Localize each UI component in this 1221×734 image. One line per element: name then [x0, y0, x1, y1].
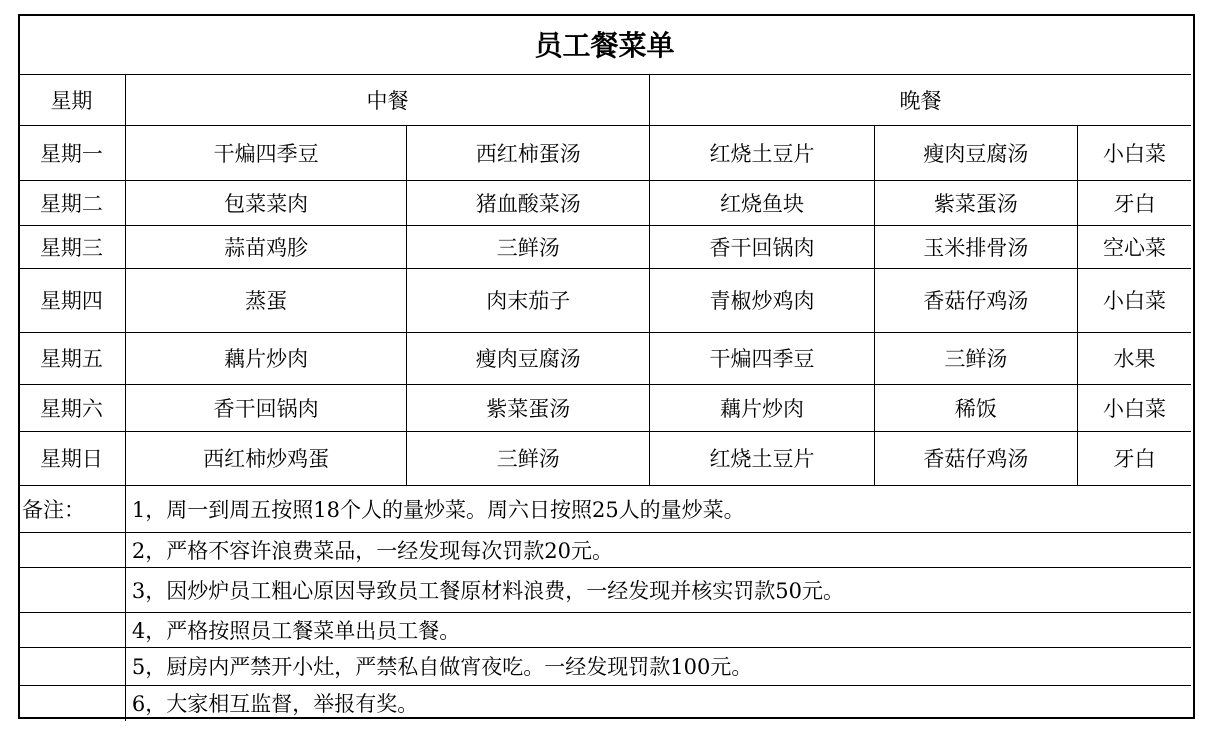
weekday-cell: 星期二 [18, 180, 125, 225]
lunch-dish-cell: 干煸四季豆 [125, 125, 407, 180]
note-item: 5，厨房内严禁开小灶，严禁私自做宵夜吃。一经发现罚款100元。 [125, 647, 1191, 685]
lunch-dish-cell: 香干回锅肉 [125, 384, 407, 431]
dinner-soup-cell: 稀饭 [874, 384, 1077, 431]
lunch-soup-cell: 肉末茄子 [407, 268, 650, 332]
notes-label-spacer [18, 567, 125, 612]
dinner-soup-cell: 瘦肉豆腐汤 [874, 125, 1077, 180]
lunch-dish-cell: 蒜苗鸡胗 [125, 225, 407, 268]
dinner-dish-cell: 干煸四季豆 [650, 332, 875, 384]
note-row [18, 532, 1191, 567]
lunch-dish-cell: 藕片炒肉 [125, 332, 407, 384]
dinner-soup-cell: 紫菜蛋汤 [874, 180, 1077, 225]
dinner-vegetable-cell: 牙白 [1077, 431, 1191, 485]
menu-row [18, 180, 1191, 225]
header-row [18, 74, 1191, 125]
dinner-dish-cell: 藕片炒肉 [650, 384, 875, 431]
lunch-soup-cell: 西红柿蛋汤 [407, 125, 650, 180]
weekday-cell: 星期日 [18, 431, 125, 485]
title-row [18, 14, 1191, 74]
menu-row [18, 384, 1191, 431]
dinner-soup-cell: 香菇仔鸡汤 [874, 268, 1077, 332]
weekday-cell: 星期五 [18, 332, 125, 384]
menu-row [18, 125, 1191, 180]
dinner-vegetable-cell: 牙白 [1077, 180, 1191, 225]
menu-row [18, 332, 1191, 384]
note-row [18, 567, 1191, 612]
note-row [18, 485, 1191, 532]
dinner-dish-cell: 青椒炒鸡肉 [650, 268, 875, 332]
notes-label-spacer [18, 532, 125, 567]
lunch-soup-cell: 三鲜汤 [407, 225, 650, 268]
dinner-dish-cell: 红烧土豆片 [650, 431, 875, 485]
dinner-dish-cell: 红烧土豆片 [650, 125, 875, 180]
notes-label-spacer [18, 685, 125, 721]
menu-sheet [18, 14, 1195, 719]
note-item: 3，因炒炉员工粗心原因导致员工餐原材料浪费，一经发现并核实罚款50元。 [125, 567, 1191, 612]
dinner-soup-cell: 玉米排骨汤 [874, 225, 1077, 268]
lunch-header: 中餐 [125, 74, 649, 125]
note-item: 4，严格按照员工餐菜单出员工餐。 [125, 612, 1191, 647]
lunch-dish-cell: 西红柿炒鸡蛋 [125, 431, 407, 485]
menu-table [18, 14, 1191, 721]
dinner-vegetable-cell: 小白菜 [1077, 268, 1191, 332]
note-row [18, 685, 1191, 721]
dinner-vegetable-cell: 水果 [1077, 332, 1191, 384]
notes-label-spacer [18, 647, 125, 685]
note-item: 1，周一到周五按照18个人的量炒菜。周六日按照25人的量炒菜。 [125, 485, 1191, 532]
menu-row [18, 431, 1191, 485]
dinner-vegetable-cell: 空心菜 [1077, 225, 1191, 268]
menu-row [18, 225, 1191, 268]
weekday-cell: 星期四 [18, 268, 125, 332]
lunch-dish-cell: 包菜菜肉 [125, 180, 407, 225]
lunch-dish-cell: 蒸蛋 [125, 268, 407, 332]
weekday-cell: 星期三 [18, 225, 125, 268]
weekday-cell: 星期一 [18, 125, 125, 180]
dinner-soup-cell: 三鲜汤 [874, 332, 1077, 384]
menu-title: 员工餐菜单 [18, 14, 1191, 74]
dinner-vegetable-cell: 小白菜 [1077, 384, 1191, 431]
notes-label-spacer [18, 612, 125, 647]
notes-label: 备注： [18, 485, 125, 532]
dinner-soup-cell: 香菇仔鸡汤 [874, 431, 1077, 485]
weekday-cell: 星期六 [18, 384, 125, 431]
dinner-dish-cell: 红烧鱼块 [650, 180, 875, 225]
lunch-soup-cell: 三鲜汤 [407, 431, 650, 485]
dinner-vegetable-cell: 小白菜 [1077, 125, 1191, 180]
note-item: 6，大家相互监督，举报有奖。 [125, 685, 1191, 721]
menu-row [18, 268, 1191, 332]
lunch-soup-cell: 瘦肉豆腐汤 [407, 332, 650, 384]
lunch-soup-cell: 紫菜蛋汤 [407, 384, 650, 431]
dinner-header: 晚餐 [650, 74, 1191, 125]
note-item: 2，严格不容许浪费菜品，一经发现每次罚款20元。 [125, 532, 1191, 567]
dinner-dish-cell: 香干回锅肉 [650, 225, 875, 268]
note-row [18, 647, 1191, 685]
lunch-soup-cell: 猪血酸菜汤 [407, 180, 650, 225]
note-row [18, 612, 1191, 647]
weekday-header: 星期 [18, 74, 125, 125]
